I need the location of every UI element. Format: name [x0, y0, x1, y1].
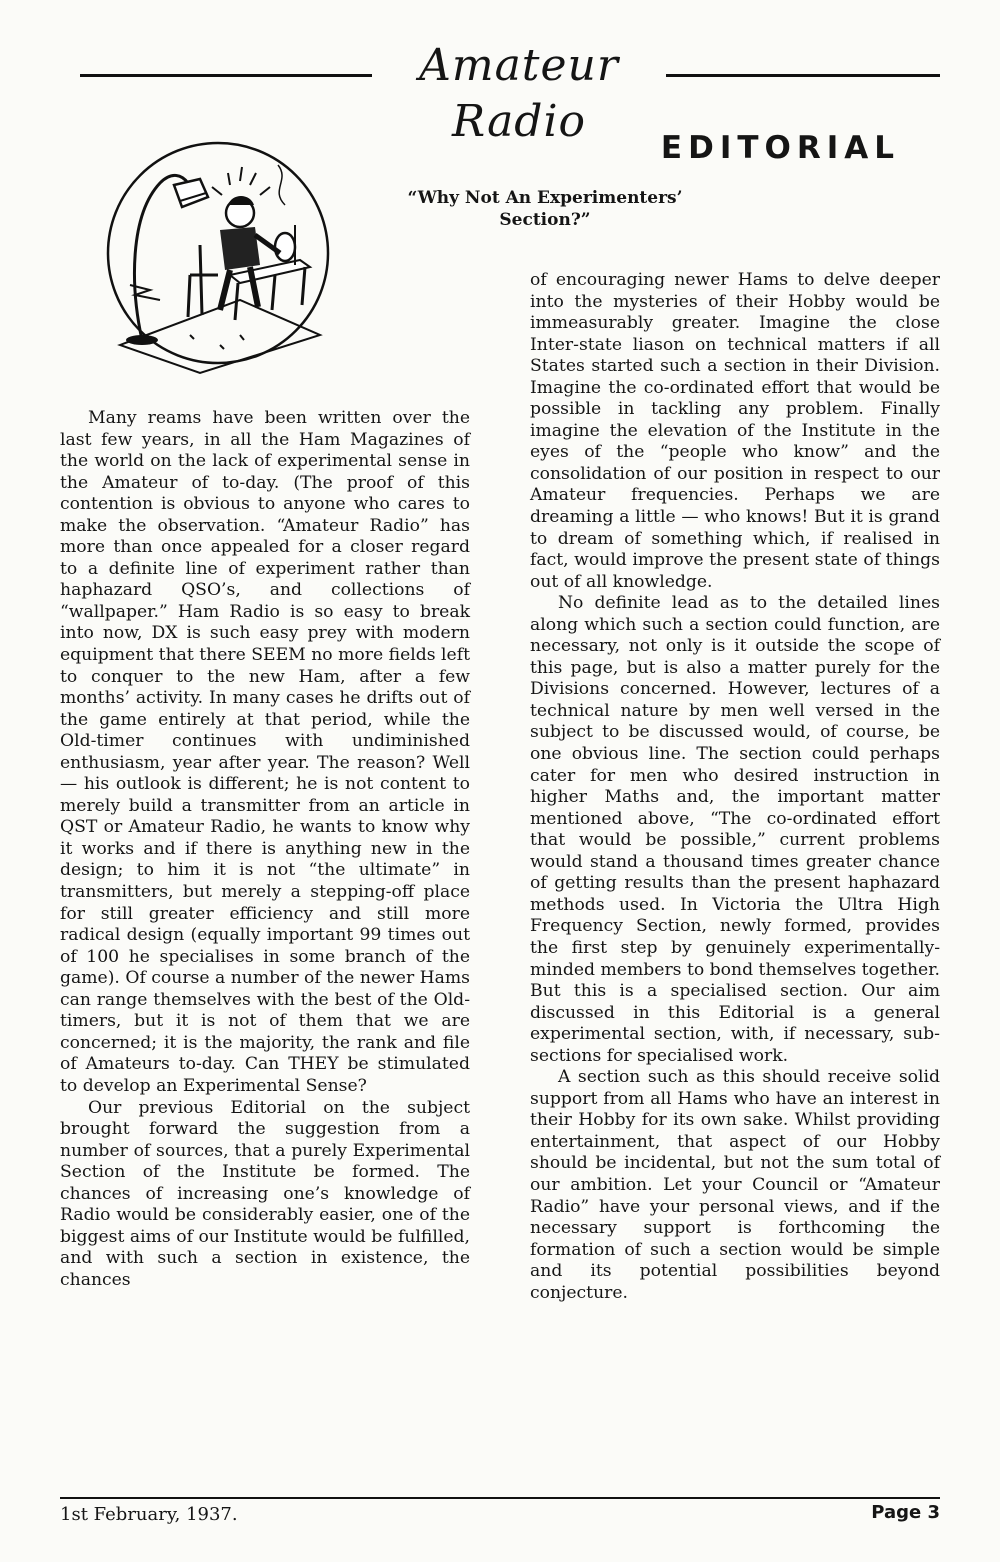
masthead: [80, 38, 940, 147]
masthead-rule-left: [80, 74, 372, 77]
cartoon-illustration: [90, 135, 350, 375]
paragraph: Our previous Editorial on the subject brought forward the suggestion from a number of sources, that a purely Experimental Section of the Institute be formed. The chances of increasing one’s knowledge of Radio would be considerably easier, one of the biggest aims of our Institute would be fulfilled, and with such a section in existence, the chances: [60, 1097, 470, 1290]
paragraph: of encouraging newer Hams to delve deeper into the mysteries of their Hobby would be immeasurably greater. Imagine the close Inter-state liason on technical matters if all States started such a section in their Division. Imagine the co-ordinated effort that would be possible in tackling any problem. Finally imagine the elevation of the Institute in the eyes of the “people who know” and the consolidation of our position in respect to our Amateur frequencies. Perhaps we are dreaming a little — who knows! But it is grand to dream of something which, if realised in fact, would improve the present state of things out of all knowledge.: [530, 270, 940, 592]
issue-date: 1st February, 1937.: [60, 1504, 238, 1525]
article-title-line-2: Section?”: [499, 210, 591, 230]
article-title-line-1: “Why Not An Experimenters’: [407, 188, 683, 208]
paragraph: No definite lead as to the detailed lines along which such a section could function, are necessary, not only is it outside the scope of this page, but is also a matter purely for the Divisions concerned. However, lectures of a technical nature by men well versed in the subject to be discussed would, of course, be one obvious line. The section could perhaps cater for men who desired instruction in higher Maths and, the important matter mentioned above, “The co-ordinated effort that would be possible,” current problems would stand a thousand times greater chance of getting results than the present haphazard methods used. In Victoria the Ultra High Frequency Section, newly formed, provides the first step by genuinely experimentally-minded members to bond themselves together. But this is a specialised section. Our aim discussed in this Editorial is a general experimental section, with, if necessary, sub-sections for specialised work.: [530, 593, 941, 1066]
article-title: [360, 187, 730, 231]
section-heading: EDITORIAL: [660, 130, 900, 166]
footer-rule: [60, 1497, 940, 1499]
masthead-title: Amateur Radio: [419, 40, 619, 147]
paragraph: Many reams have been written over the last few years, in all the Ham Magazines of the world on the lack of experimental sense in the Amateur of to-day. (The proof of this contention is obvious to anyone who cares to make the observation. “Amateur Radio” has more than once appealed for a closer regard to a definite line of experiment rather than haphazard QSO’s, and collections of “wallpaper.” Ham Radio is so easy to break into now, DX is such easy prey with modern equipment that there SEEM no more fields left to conquer to the new Ham, after a few months’ activity. In many cases he drifts out of the game entirely at that period, while the Old-timer continues with undiminished enthusiasm, year after year. The reason? Well — his outlook is different; he is not content to merely build a transmitter from an article in QST or Amateur Radio, he wants to know why it works and if there is anything new in the design; to him it is not “the ultimate” in transmitters, but merely a stepping-off place for still greater efficiency and still more radical design (equally important 99 times out of 100 he specialises in some branch of the game). Of course a number of the newer Hams can range themselves with the best of the Old-timers, but it is not of them that we are concerned; it is the majority, the rank and file of Amateurs to-day. Can THEY be stimulated to develop an Experimental Sense?: [60, 408, 470, 1096]
right-column: [530, 270, 940, 1304]
masthead-rule-right: [666, 74, 940, 77]
page-number: Page 3: [871, 1502, 940, 1523]
left-column: [60, 408, 470, 1291]
paragraph: A section such as this should receive solid support from all Hams who have an interest in their Hobby for its own sake. Whilst providing entertainment, that aspect of our Hobby should be incidental, but not the sum total of our ambition. Let your Council or “Amateur Radio” have your personal views, and if the necessary support is forthcoming the formation of such a section would be simple and its potential possibilities beyond conjecture.: [530, 1067, 940, 1303]
